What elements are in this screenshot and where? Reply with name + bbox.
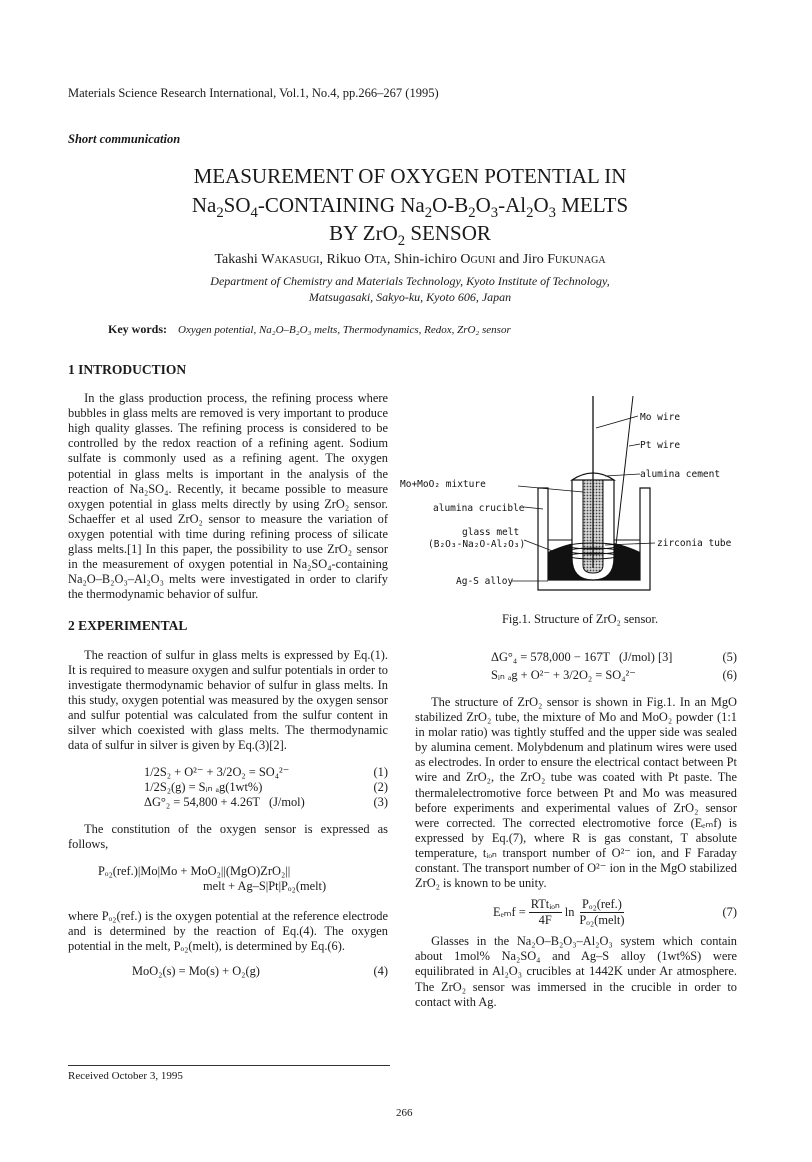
sensor-diagram-svg <box>400 380 760 600</box>
structure-paragraph: The structure of ZrO₂ sensor is shown in Fig.1. In an MgO stabilized ZrO₂ tube, the mixture of Mo and MoO₂ powder (1:1 in molar ratio) was tightly stuffed and the upper side was sealed by alumina cement. Molybdenum and platinum wires were used as electrodes. In order to ensure the electrical contact between Pt wire and ZrO₂, the ZrO₂ tube was coated with Pt paste. The thermalelectromotive force between Pt and Mo was measured before experiments and experimental values of ZrO₂ sensor were corrected. The corrected electromotive force (Eₑₘf) is expressed by Eq.(7), where R is gas constant, T absolute temperature, tᵢₒₙ transport number of O²⁻ ion, and F Faraday constant. The transport number of O²⁻ ion in the MgO stabilized ZrO₂ is known to be unity. <box>415 695 737 891</box>
title-line-3: BY ZrO$_2$ SENSOR <box>329 221 491 250</box>
equation-3: ΔG°₂ = 54,800 + 4.26T (J/mol) (3) <box>144 795 388 810</box>
keywords <box>108 322 511 337</box>
author-surname: Ota <box>364 252 387 267</box>
article-category: Short communication <box>68 132 181 146</box>
experimental-paragraph-1: The reaction of sulfur in glass melts is expressed by Eq.(1). It is required to measure oxygen and sulfur potentials in order to investigate thermodynamic behavior of sulfur in glass melts. In this study, oxygen potential was measured by the oxygen sensor and sulfur potential was calculated from the sulfur content in silver which coexisted with glass melts. The thermodynamic data of sulfur in silver is given by Eq.(3)[2]. <box>68 647 388 753</box>
intro-paragraph: In the glass production process, the refining process where bubbles in glass melts are removed is very important to produce high quality glasses. The refining process is considered to be controlled by the redox reaction of a refining agent. Sodium sulfate is commonly used as a refining agent. The oxygen potential in glass melts is important in the analysis of the reaction of Na₂SO₄. Recently, it became possible to measure oxygen potential in glass melts directly by using ZrO₂ sensor. Schaeffer et al used ZrO₂ sensor to measure the variation of oxygen potential with time during refining process of silicate glass melts.[1] In this paper, the possibility to use ZrO₂ sensor in the measurement of oxygen potential in Na₂SO₄-containing Na₂O–B₂O₃–Al₂O₃ melts were investigated in order to clarify the thermodynamic behavior of sulfur. <box>68 391 388 602</box>
label-alumina-crucible: alumina crucible <box>433 503 525 514</box>
section-heading-introduction: 1 INTRODUCTION <box>68 362 187 377</box>
equation-5: ΔG°₄ = 578,000 − 167T (J/mol) [3] (5) <box>491 650 737 664</box>
footnote-separator <box>68 1065 390 1066</box>
left-column <box>68 362 388 979</box>
equation-1: 1/2S₂ + O²⁻ + 3/2O₂ = SO₄²⁻ (1) <box>144 765 388 780</box>
label-glass-melt: glass melt <box>462 527 520 538</box>
author-surname: Oguni <box>460 252 496 267</box>
affiliation: Department of Chemistry and Materials Technology, Kyoto Institute of Technology, Matsugasaki, Sakyo-ku, Kyoto 606, Japan <box>210 274 610 304</box>
label-pt-wire: Pt wire <box>640 440 681 451</box>
experimental-paragraph-2: The constitution of the oxygen sensor is expressed as follows, <box>68 822 388 852</box>
section-heading-experimental: 2 EXPERIMENTAL <box>68 618 188 634</box>
glasses-paragraph: Glasses in the Na₂O–B₂O₃–Al₂O₃ system which contain about 1mol% Na₂SO₄ and Ag–S alloy (1wt%S) were equilibrated in Al₂O₃ crucibles at 1442K under Ar atmosphere. The ZrO₂ sensor was immersed in the crucible in order to contact with Ag. <box>415 934 737 1009</box>
equation-4: MoO₂(s) = Mo(s) + O₂(g) (4) <box>132 963 388 978</box>
label-alumina-cement: alumina cement <box>640 469 721 480</box>
page-number: 266 <box>396 1107 413 1119</box>
sensor-cell-notation: Pₒ₂(ref.)|Mo|Mo + MoO₂||(MgO)ZrO₂|| melt + Ag–S|Pt|Pₒ₂(melt) <box>98 864 327 894</box>
title-line-1: MEASUREMENT OF OXYGEN POTENTIAL IN <box>193 164 627 188</box>
label-zirconia-tube: zirconia tube <box>657 538 732 549</box>
label-glass-melt-composition: (B₂O₃-Na₂O-Al₂O₃) <box>428 539 526 550</box>
paper-title <box>60 162 760 248</box>
label-mixture: Mo+MoO₂ mixture <box>400 479 486 490</box>
equation-6: Sᵢₙ ₐg + O²⁻ + 3/2O₂ = SO₄²⁻ (6) <box>491 668 737 682</box>
figure-1-caption: Fig.1. Structure of ZrO₂ sensor. <box>501 612 659 626</box>
keywords-label: Key words: <box>108 322 167 336</box>
author-list: Takashi Wakasugi, Rikuo Ota, Shin-ichiro Oguni and Jiro Fukunaga <box>214 252 606 267</box>
received-date: Received October 3, 1995 <box>68 1070 183 1082</box>
label-ag-s-alloy: Ag-S alloy <box>456 576 514 587</box>
equation-block-5-6 <box>415 650 737 683</box>
right-column <box>415 650 737 1010</box>
keywords-value: Oxygen potential, Na₂O–B₂O₃ melts, Thermodynamics, Redox, ZrO₂ sensor <box>178 324 511 336</box>
title-line-2: $Na_2SO_4$-CONTAINING $Na_2O-B_2O_3-Al_2O_3$ MELTS <box>191 192 629 221</box>
journal-citation: Materials Science Research International, Vol.1, No.4, pp.266–267 (1995) <box>68 86 439 100</box>
experimental-paragraph-3: where Pₒ₂(ref.) is the oxygen potential at the reference electrode and is determined by the reaction of Eq.(4). The oxygen potential in the melt, Pₒ₂(melt), is determined by Eq.(6). <box>68 908 388 953</box>
author-surname: Wakasugi <box>261 252 320 267</box>
equation-block-1-3 <box>68 765 388 810</box>
author-surname: Fukunaga <box>547 252 606 267</box>
equation-7: Eₑₘf = $\frac{\text{RTtᵢₒₙ}}{4F}$ ln $\frac{\text{Pₒ₂(ref.)}}{\text{Pₒ₂(melt)}}$ (7) <box>493 897 737 928</box>
label-mo-wire: Mo wire <box>640 412 681 423</box>
equation-2: 1/2S₂(g) = Sᵢₙ ₐg(1wt%) (2) <box>144 780 388 795</box>
figure-1-sensor-diagram <box>400 380 760 600</box>
